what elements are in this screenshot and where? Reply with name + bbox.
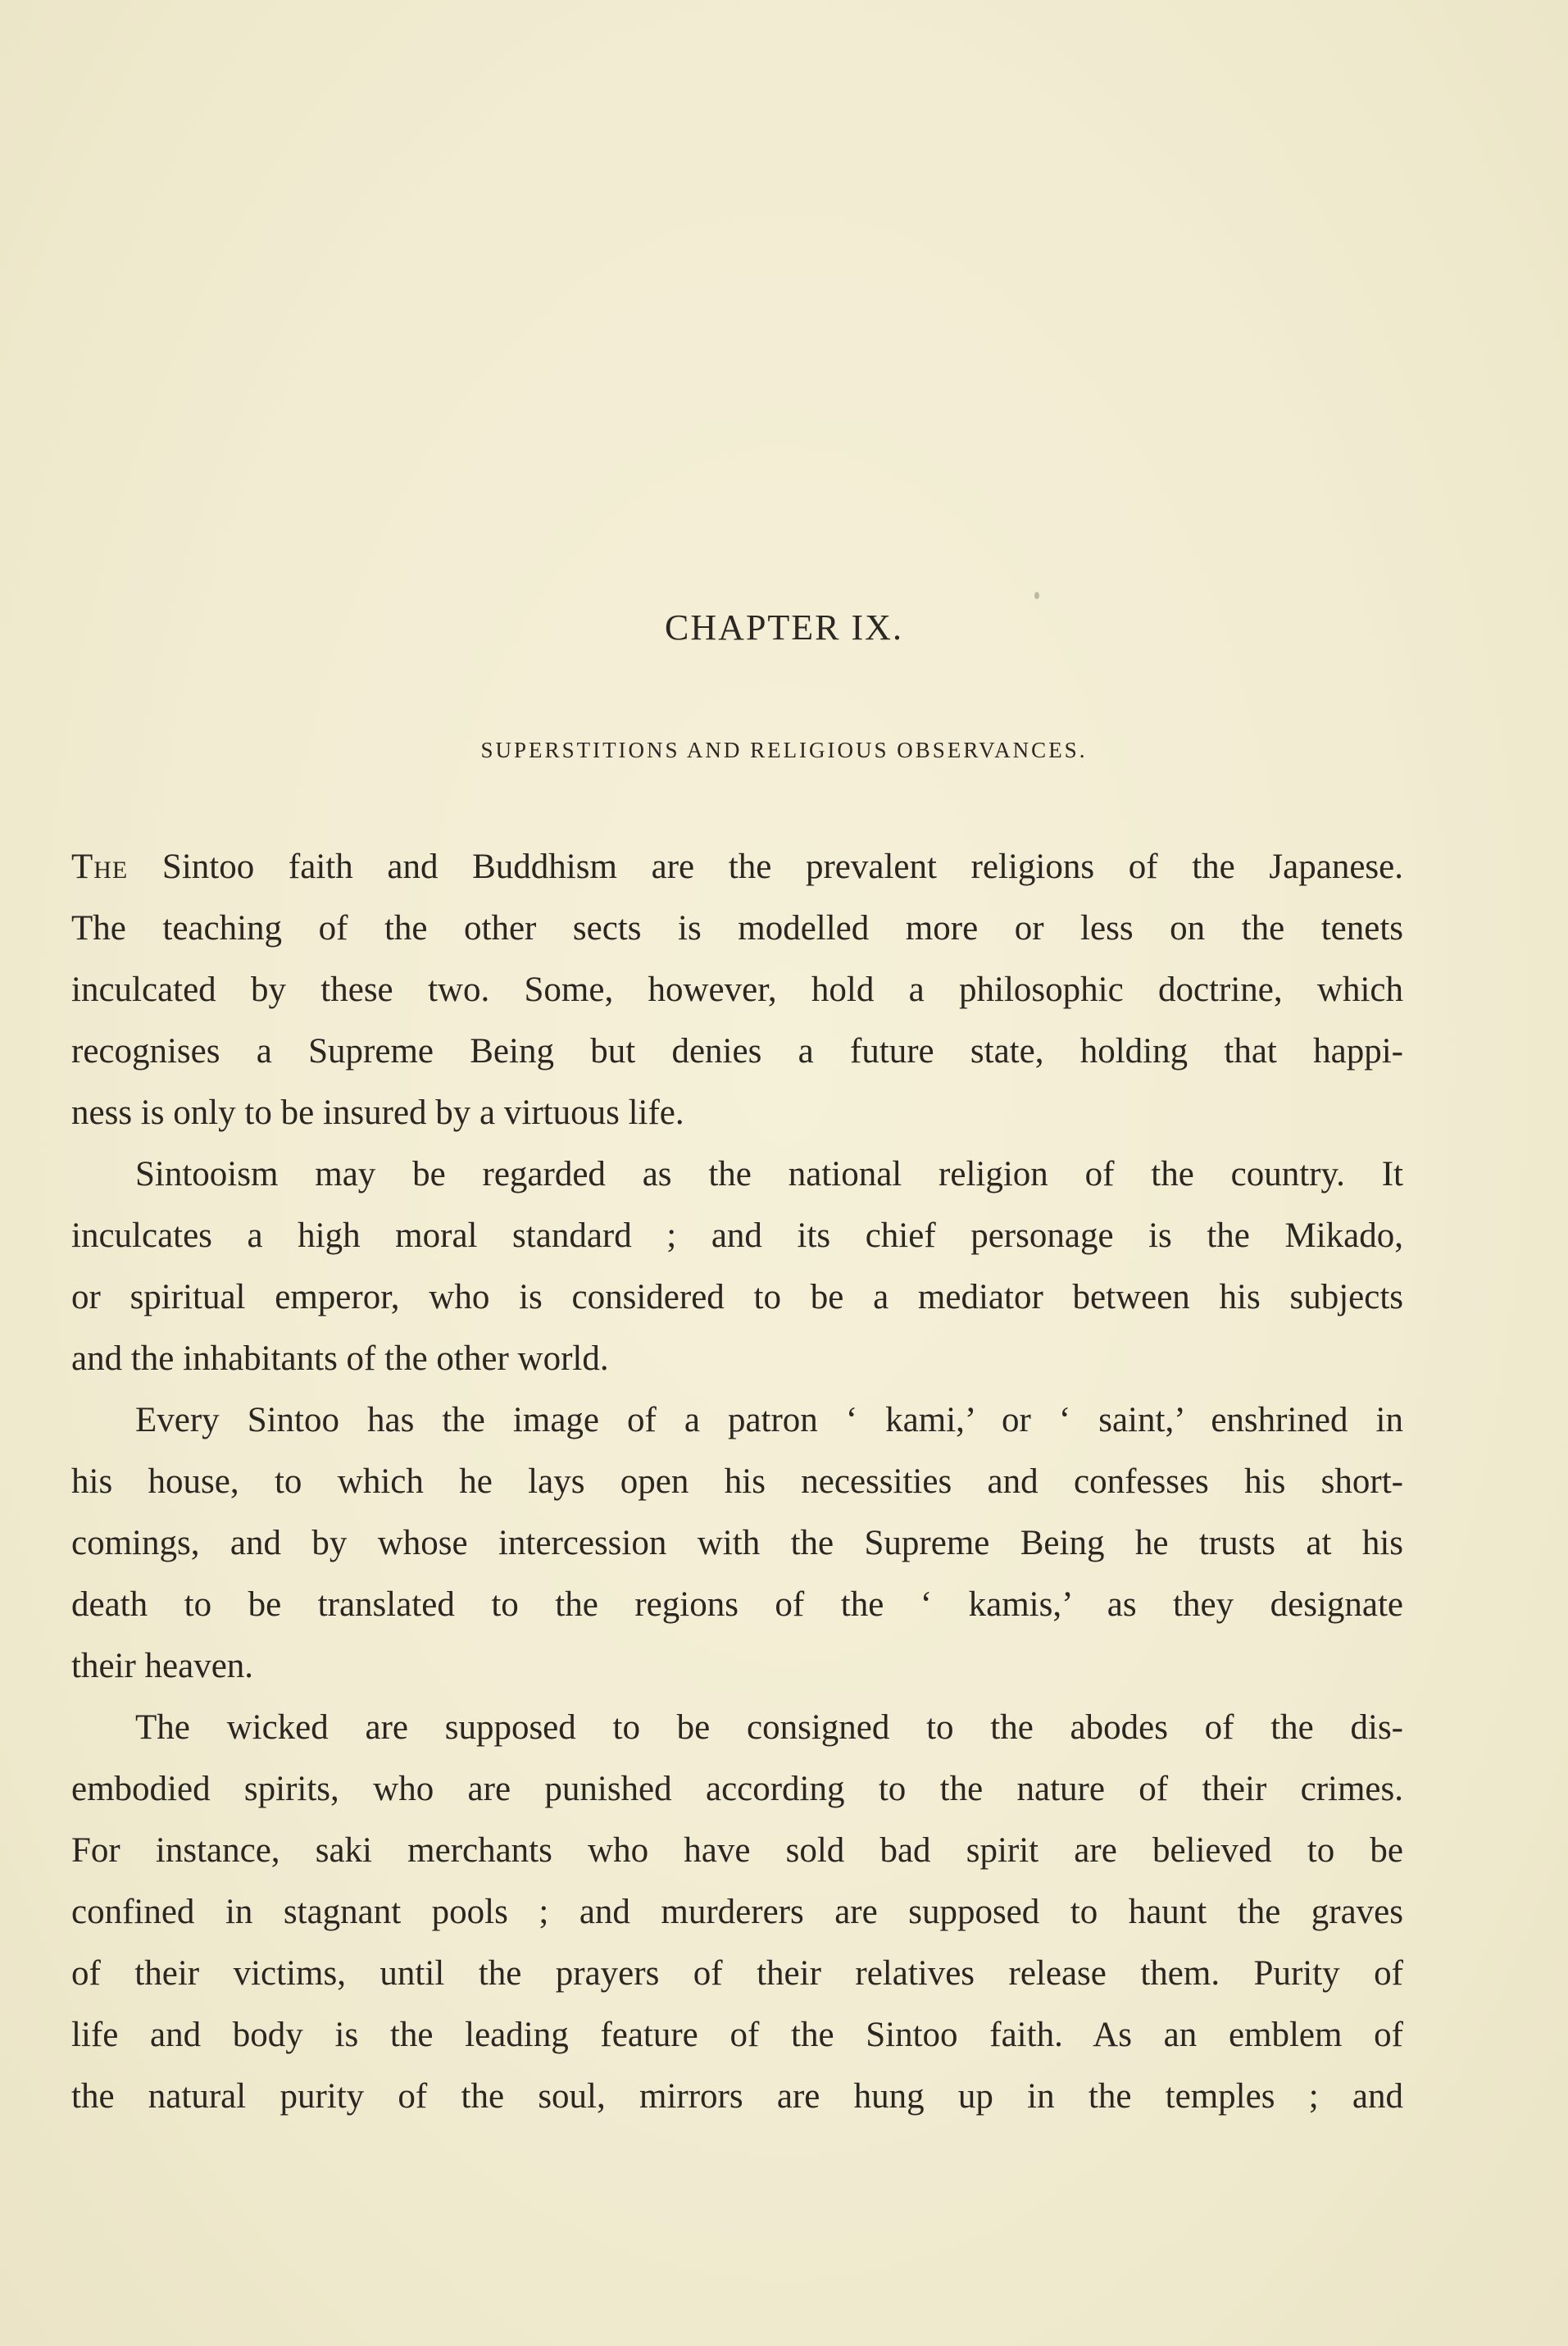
text-line: confined in stagnant pools ; and murderers are supposed to haunt the graves [71, 1893, 1403, 1931]
text-line: life and body is the leading feature of the Sintoo faith. As an emblem of [71, 2016, 1403, 2054]
text-line: his house, to which he lays open his necessities and confesses his short- [71, 1462, 1403, 1501]
text-line: death to be translated to the regions of the ‘ kamis,’ as they designate [71, 1585, 1403, 1624]
text-line: inculcates a high moral standard ; and its chief personage is the Mikado, [71, 1216, 1403, 1255]
text-line: the natural purity of the soul, mirrors are hung up in the temples ; and [71, 2077, 1403, 2116]
text-line: The teaching of the other sects is modelled more or less on the tenets [71, 909, 1403, 948]
text-line: Every Sintoo has the image of a patron ‘ kami,’ or ‘ saint,’ enshrined in [135, 1401, 1403, 1439]
text-line: comings, and by whose intercession with the Supreme Being he trusts at his [71, 1524, 1403, 1562]
text-line: ness is only to be insured by a virtuous life. [71, 1093, 684, 1132]
text-line: Sintooism may be regarded as the national religion of the country. It [135, 1155, 1403, 1193]
chapter-subtitle: SUPERSTITIONS AND RELIGIOUS OBSERVANCES. [480, 738, 1088, 762]
paragraph-4 [71, 1697, 1403, 2127]
paragraph-1 [71, 836, 1403, 1143]
text-line: of their victims, until the prayers of their relatives release them. Purity of [71, 1954, 1403, 1993]
text-line: or spiritual emperor, who is considered to be a mediator between his subjects [71, 1278, 1403, 1316]
text-line: and the inhabitants of the other world. [71, 1339, 609, 1378]
text-line: their heaven. [71, 1647, 254, 1685]
line-text: Sintoo faith and Buddhism are the prevalent religions of the Japanese. [128, 848, 1403, 886]
paper-speck [1034, 592, 1039, 599]
text-line: The wicked are supposed to be consigned to the abodes of the dis- [135, 1708, 1403, 1747]
paragraph-2 [71, 1143, 1403, 1389]
text-line: embodied spirits, who are punished according to the nature of their crimes. [71, 1770, 1403, 1808]
text-line: inculcated by these two. Some, however, hold a philosophic doctrine, which [71, 971, 1403, 1009]
body-text [71, 836, 1403, 2127]
text-line: recognises a Supreme Being but denies a future state, holding that happi- [71, 1032, 1403, 1071]
chapter-title: CHAPTER IX. [665, 607, 903, 648]
lead-word: The [71, 848, 129, 886]
paragraph-3 [71, 1389, 1403, 1697]
text-line [71, 836, 1403, 898]
text-line: For instance, saki merchants who have sold bad spirit are believed to be [71, 1831, 1403, 1870]
